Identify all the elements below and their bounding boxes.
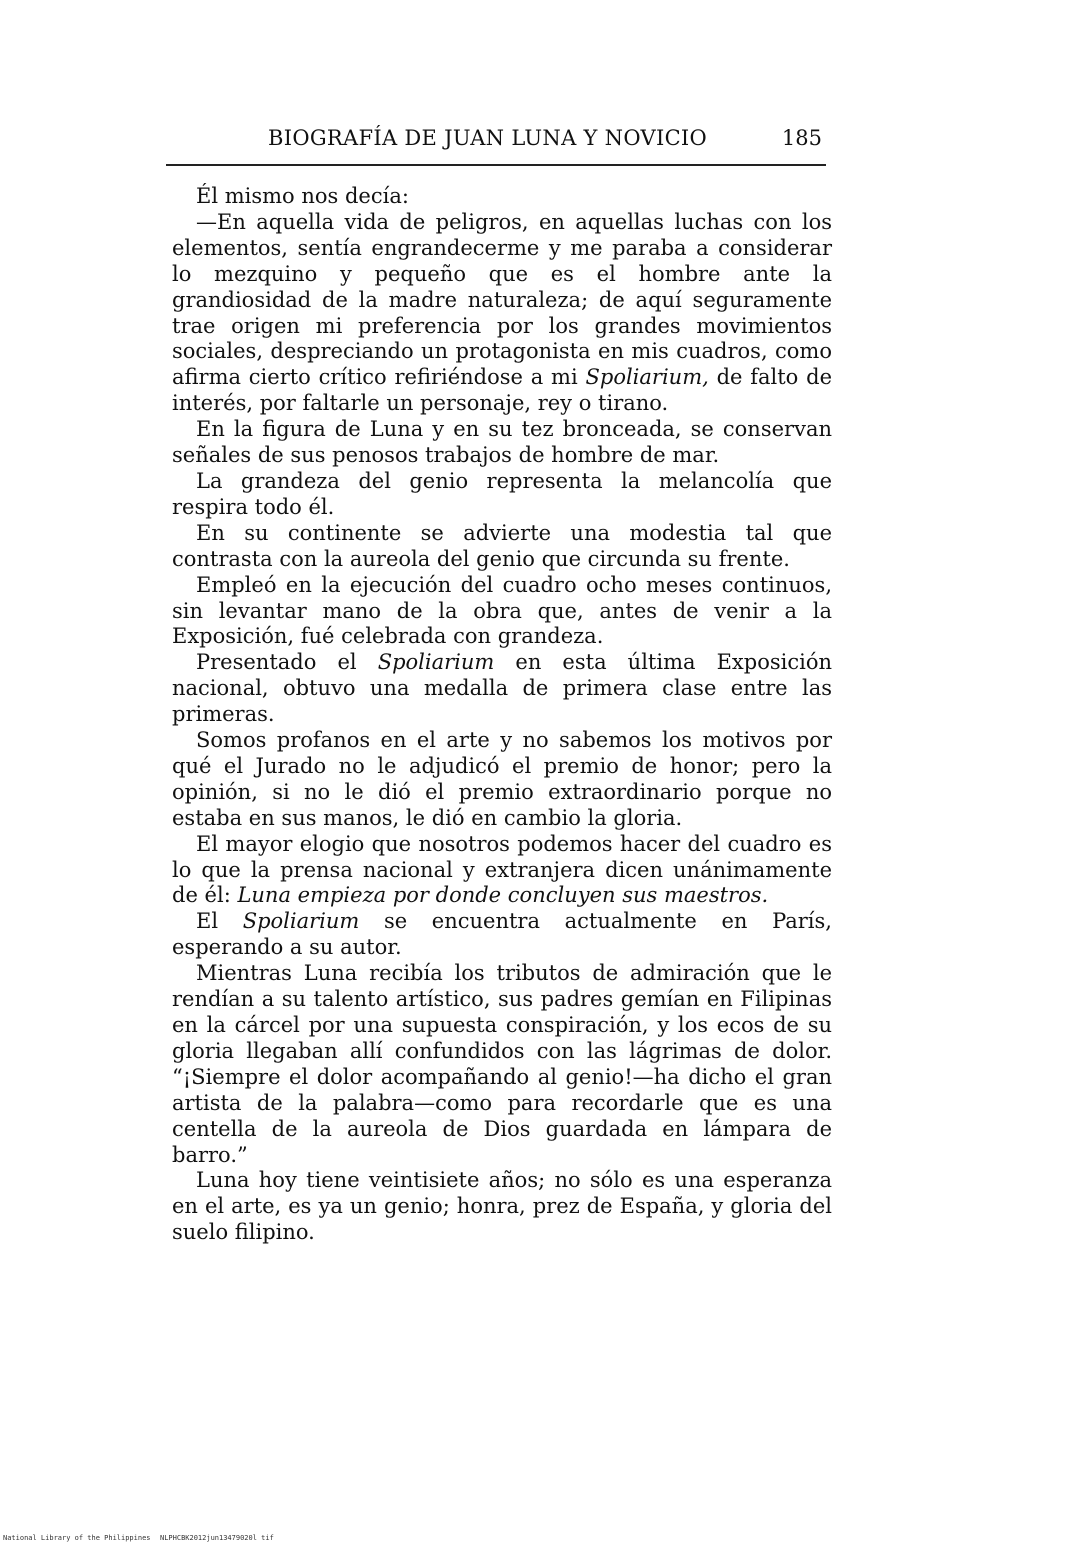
text-run: Empleó en la ejecución del cuadro ocho meses continuos, sin levantar mano de la obra que, antes de venir a la Exposición, fué celebrada con grandeza.: [172, 572, 832, 649]
paragraph: [172, 832, 832, 910]
page-number: 185: [781, 126, 822, 150]
paragraph: [172, 184, 832, 210]
paragraph: [172, 573, 832, 651]
text-run: En la figura de Luna y en su tez bronceada, se conservan señales de sus penosos trabajos de hombre de mar.: [172, 417, 832, 468]
text-run: La grandeza del genio representa la melancolía que respira todo él.: [172, 468, 832, 519]
paragraph: [172, 961, 832, 1168]
paragraph: [172, 728, 832, 832]
paragraph: [172, 469, 832, 521]
text-run: Mientras Luna recibía los tributos de admiración que le rendían a su talento artístico, sus padres gemían en Filipinas en la cárcel por una supuesta conspiración, y los ecos de su gloria llegaban allí confundidos con las lágrimas de dolor. “¡Siempre el dolor acompañando al genio!—ha dicho el gran artista de la palabra—como para recordarle que es una centella de la aureola de Dios guardada en lámpara de barro.”: [172, 961, 832, 1167]
text-run: El mayor elogio que nosotros podemos hacer del cuadro es lo que la prensa nacional y extranjera dicen unánimamente de él:: [172, 831, 832, 908]
text-run: se encuentra actualmente en París, esperando a su autor.: [172, 909, 832, 960]
header-rule: [166, 164, 826, 166]
text-run: El: [196, 909, 243, 934]
italic-run: Spoliarium: [242, 909, 360, 934]
paragraph: [172, 650, 832, 728]
text-run: En su continente se advierte una modestia tal que contrasta con la aureola del genio que circunda su frente.: [172, 520, 832, 571]
paragraph: [172, 909, 832, 961]
text-run: Somos profanos en el arte y no sabemos los motivos por qué el Jurado no le adjudicó el premio de honor; pero la opinión, si no le dió el premio extraordinario porque no estaba en sus manos, le dió en cambio la gloria.: [172, 728, 832, 830]
text-run: en esta última Exposición nacional, obtuvo una medalla de primera clase entre las primeras.: [172, 650, 832, 727]
text-run: Luna hoy tiene veintisiete años; no sólo es una esperanza en el arte, es ya un genio; honra, prez de España, y gloria del suelo filipino.: [172, 1168, 832, 1245]
paragraph: [172, 210, 832, 417]
text-run: —En aquella vida de peligros, en aquellas luchas con los elementos, sentía engrandecerme y me paraba a considerar lo mezquino y pequeño que es el hombre ante la grandiosidad de la madre naturaleza; de aquí seguramente trae origen mi preferencia por los grandes movimientos sociales, despreciando un protagonista en mis cuadros, como afirma cierto crítico refiriéndose a mi: [172, 209, 832, 390]
running-head: [166, 126, 826, 158]
text-run: de falto de interés, por faltarle un personaje, rey o tirano.: [172, 365, 832, 416]
scan-filename: NLPHCBK2012jun13479020l tif: [160, 1534, 274, 1542]
scan-credit: National Library of the Philippines: [3, 1534, 151, 1542]
italic-run: Luna empieza por donde concluyen sus maestros.: [237, 883, 769, 908]
text-run: Él mismo nos decía:: [196, 184, 409, 208]
text-run: Presentado el: [196, 650, 378, 675]
paragraph: [172, 521, 832, 573]
paragraph: [172, 1168, 832, 1246]
body-text: [172, 184, 832, 1246]
paragraph: [172, 417, 832, 469]
italic-run: Spoliarium,: [585, 365, 709, 390]
running-title: BIOGRAFÍA DE JUAN LUNA Y NOVICIO: [268, 126, 708, 150]
italic-run: Spoliarium: [377, 650, 495, 675]
